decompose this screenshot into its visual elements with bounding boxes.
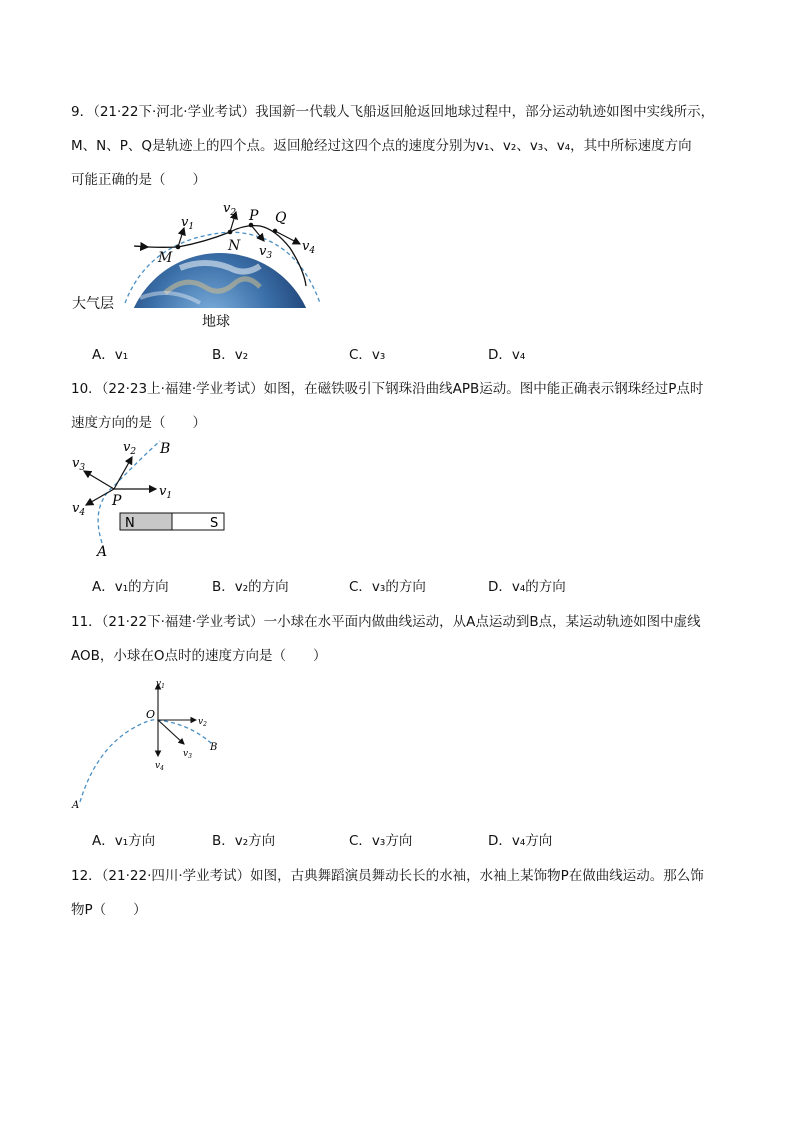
question-12-text xyxy=(71,859,731,927)
question-10-line-2: 速度方向的是（ ） xyxy=(71,415,206,431)
question-11-line-2: AOB，小球在O点时的速度方向是（ ） xyxy=(71,648,327,664)
svg-text:v1: $v_1$ xyxy=(156,679,165,690)
question-9-line-2: M、N、P、Q是轨迹上的四个点。返回舱经过这四个点的速度分别为v₁、v₂、v₃、v₄，其中所标速度方向 xyxy=(71,138,692,154)
question-11-line-1: 11．（21·22下·福建·学业考试）一小球在水平面内做曲线运动，从A点运动到B点，某运动轨迹如图中虚线 xyxy=(71,614,701,630)
question-11-figure xyxy=(70,672,230,812)
q11-choice-d[interactable]: D．v₄方向 xyxy=(488,833,553,849)
q10-choice-c[interactable]: C．v₃的方向 xyxy=(349,579,426,595)
svg-text:v3: $v_3$ xyxy=(259,244,273,261)
label-B: B xyxy=(210,742,218,753)
svg-text:v3: $v_3$ xyxy=(183,749,192,760)
label-A: A xyxy=(97,544,108,560)
question-11-choices xyxy=(92,829,712,849)
label-A: A xyxy=(72,800,80,811)
label-N: N xyxy=(125,516,135,531)
question-12-line-2: 物P（ ） xyxy=(71,902,147,918)
q11-choice-a[interactable]: A．v₁方向 xyxy=(92,833,156,849)
curve-AOB xyxy=(80,720,212,802)
velocity-v1-arrow xyxy=(178,228,184,247)
label-O: O xyxy=(146,708,156,721)
q9-choice-d[interactable]: D．v₄ xyxy=(488,347,526,363)
svg-text:v2: $v_2$ xyxy=(123,440,137,457)
label-N: N xyxy=(228,238,241,254)
question-10-figure xyxy=(70,435,240,560)
question-9-line-1: 9．（21·22下·河北·学业考试）我国新一代载人飞船返回舱返回地球过程中，部分运动轨迹如图中实线所示， xyxy=(71,104,715,120)
label-Q: Q xyxy=(275,210,287,226)
q11-choice-b[interactable]: B．v₂方向 xyxy=(212,833,276,849)
q9-choice-b[interactable]: B．v₂ xyxy=(212,347,249,363)
q10-choice-d[interactable]: D．v₄的方向 xyxy=(488,579,566,595)
question-9-choices xyxy=(92,343,712,363)
question-9-line-3: 可能正确的是（ ） xyxy=(71,172,206,188)
question-10-text xyxy=(71,372,731,440)
question-10-line-1: 10．（22·23上·福建·学业考试）如图，在磁铁吸引下钢珠沿曲线APB运动。图中能正确表示钢珠经过P点时 xyxy=(71,381,704,397)
q9-choice-a[interactable]: A．v₁ xyxy=(92,347,129,363)
label-earth: 地球 xyxy=(202,314,230,330)
label-B: B xyxy=(160,441,171,457)
velocity-v4-arrow xyxy=(86,489,114,505)
velocity-v3-arrow xyxy=(158,720,184,744)
question-11-text xyxy=(71,605,731,673)
svg-text:v4: $v_4$ xyxy=(155,761,164,772)
q9-choice-c[interactable]: C．v₃ xyxy=(349,347,386,363)
svg-text:v2: $v_2$ xyxy=(223,201,237,218)
label-S: S xyxy=(210,516,219,531)
question-12-line-1: 12．（21·22·四川·学业考试）如图，古典舞蹈演员舞动长长的水袖，水袖上某饰物P在做曲线运动。那么饰 xyxy=(71,868,704,884)
question-10-choices xyxy=(92,575,712,595)
q11-choice-c[interactable]: C．v₃方向 xyxy=(349,833,413,849)
svg-text:v4: $v_4$ xyxy=(302,239,316,256)
q10-choice-b[interactable]: B．v₂的方向 xyxy=(212,579,289,595)
q10-choice-a[interactable]: A．v₁的方向 xyxy=(92,579,169,595)
svg-text:v3: $v_3$ xyxy=(72,456,86,473)
label-M: M xyxy=(158,250,173,266)
question-9-figure xyxy=(70,198,340,333)
svg-text:v4: $v_4$ xyxy=(72,501,86,518)
velocity-v2-arrow xyxy=(114,457,132,489)
svg-text:v1: $v_1$ xyxy=(159,484,173,501)
label-P: P xyxy=(112,493,122,509)
label-atmosphere: 大气层 xyxy=(72,296,114,312)
label-P: P xyxy=(249,208,259,224)
velocity-v3-arrow xyxy=(251,225,264,241)
velocity-v4-arrow xyxy=(275,231,300,244)
svg-text:v2: $v_2$ xyxy=(198,717,207,728)
svg-text:v1: $v_1$ xyxy=(181,215,195,232)
question-9-text xyxy=(71,95,731,197)
velocity-v3-arrow xyxy=(84,471,114,489)
